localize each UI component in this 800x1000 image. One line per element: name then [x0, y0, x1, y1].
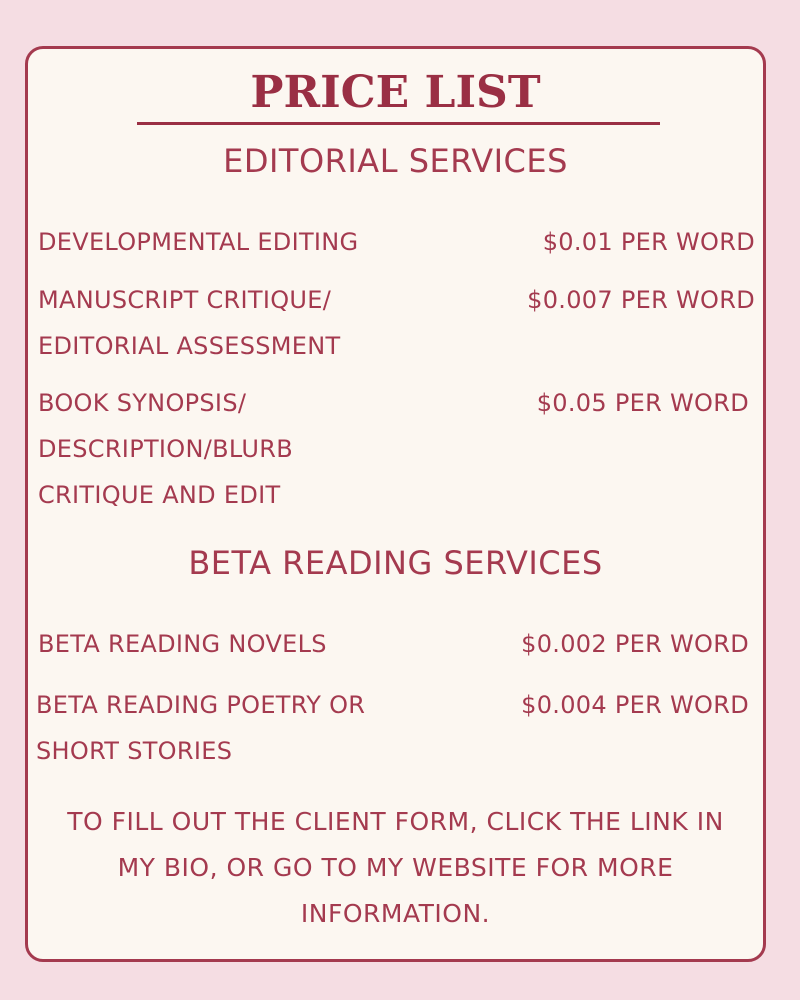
service-name: BOOK SYNOPSIS/ DESCRIPTION/BLURB CRITIQUE AND EDIT: [38, 389, 293, 509]
page-title: PRICE LIST: [250, 67, 541, 118]
service-name: BETA READING POETRY OR SHORT STORIES: [36, 691, 366, 765]
service-price: $0.007 PER WORD: [527, 286, 755, 314]
service-price: $0.004 PER WORD: [521, 691, 749, 719]
service-price: $0.01 PER WORD: [542, 228, 755, 256]
service-price: $0.05 PER WORD: [536, 389, 749, 417]
price-list-card: [25, 46, 766, 962]
beta-reading-services-heading: BETA READING SERVICES: [188, 544, 603, 582]
service-price: $0.002 PER WORD: [521, 630, 749, 658]
title-divider: [137, 122, 660, 125]
service-name: MANUSCRIPT CRITIQUE/ EDITORIAL ASSESSMENT: [38, 286, 341, 360]
editorial-services-heading: EDITORIAL SERVICES: [223, 142, 568, 180]
client-form-note: TO FILL OUT THE CLIENT FORM, CLICK THE LINK IN MY BIO, OR GO TO MY WEBSITE FOR MORE INFORMATION.: [67, 807, 724, 928]
service-name: BETA READING NOVELS: [38, 630, 327, 658]
service-name: DEVELOPMENTAL EDITING: [38, 228, 359, 256]
